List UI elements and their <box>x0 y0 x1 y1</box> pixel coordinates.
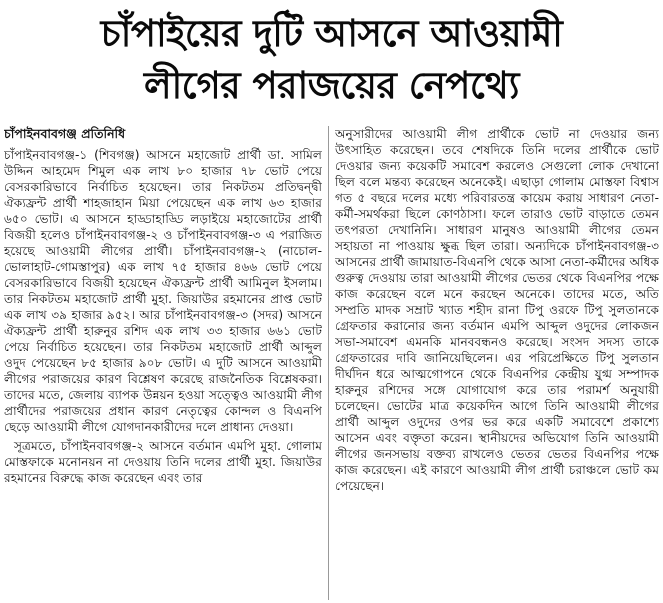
right-paragraph-1: অনুসারীদের আওয়ামী লীগ প্রার্থীকে ভোট না দেওয়ার জন্য উৎসাহিত করেছেন। তবে শেষদিকে তিনি দলের প্রার্থীকে ভোট দেওয়ার জন্য কয়েকটি সমাবেশ করলেও সেগুলো লোক দেখানো ছিল বলে মন্তব্য করেছেন অনেকেই। এছাড়া গোলাম মোস্তফা বিশ্বাস গত ৫ বছরে দলের মধ্যে পরিবারতন্ত্র কায়েম করায় সাধারণ নেতা-কর্মী-সমর্থকরা ছিলে কোণঠাসা। ফলে তারাও ভোট বাড়াতে তেমন তৎপরতা দেখানিনি। সাধারণ মানুষও আওয়ামী লীগের তেমন সহায়তা না পাওয়ায় ক্ষুব্ধ ছিল তারা। অন্যদিকে চাঁপাইনবাবগঞ্জ-৩ আসনের প্রার্থী জামায়াত-বিএনপি থেকে আসা নেতা-কর্মীদের অধিক গুরুত্ব দেওয়ায় তারা আওয়ামী লীগের ভেতর থেকে বিএনপির পক্ষে কাজ করেছেন বলে মনে করছেন অনেকে। তাদের মতে, অতি সম্প্রতি মাদক সম্রাট খ্যাত শহীদ রানা টিপু ওরফে টিপু সুলতানকে গ্রেফতার করানোর জন্য বর্তমান এমপি আব্দুল ওদুদের লোকজন সভা-সমাবেশ এমনকি মানববন্ধনও করেছে। সংসদ সদস্য তাকে গ্রেফতারের দাবি জানিয়েছিলেন। এর পরিপ্রেক্ষিতে টিপু সুলতান দীর্ঘদিন ধরে আত্মগোপনে থেকে বিএনপির কেন্দ্রীয় যুগ্ম সম্পাদক হারুনুর রশিদের সঙ্গে যোগাযোগ করে তার পরামর্শ অনুযায়ী চলেছেন। ভোটের মাত্র কয়েকদিন আগে তিনি আওয়ামী লীগের প্রার্থী আব্দুল ওদুদের ওপর ভর করে একটি সমাবেশে প্রকাশ্যে আসেন এবং বক্তৃতা করেন। স্থানীয়দের অভিযোগ তিনি আওয়ামী লীগের জনসভায় বক্তব্য রাখলেও ভেতর ভেতর বিএনপির পক্ষে কাজ করেছেন। এই কারণে আওয়ামী লীগ প্রার্থী চরাঞ্চলে ভোট কম পেয়েছেন। <box>335 127 659 493</box>
byline: চাঁপাইনবাবগঞ্জ প্রতিনিধি <box>4 126 126 141</box>
column-divider <box>328 126 329 600</box>
left-paragraph-2: সূত্রমতে, চাঁপাইনবাবগঞ্জ-২ আসনে বর্তমান এমপি মুহা. গোলাম মোস্তফাকে মনোনয়ন না দেওয়ায় তিনি দলের প্রার্থী মুহা. জিয়াউর রহমানের বিরুদ্ধে কাজ করেছেন এবং তার <box>4 439 322 485</box>
right-column <box>335 126 659 600</box>
article-body <box>4 126 659 600</box>
headline-line-1: চাঁপাইয়ের দুটি আসনে আওয়ামী <box>100 12 563 55</box>
headline <box>4 0 659 112</box>
left-column <box>4 126 322 600</box>
left-paragraph-1: চাঁপাইনবাবগঞ্জ-১ (শিবগঞ্জ) আসনে মহাজোট প্রার্থী ডা. সামিল উদ্দিন আহমেদ শিমুল এক লাখ ৮০ হাজার ৭৮ ভোট পেয়ে বেসরকারিভাবে নির্বাচিত হয়েছেন। তার নিকটতম প্রতিদ্বন্দ্বী ঐক্যফ্রন্ট প্রার্থী শাহজাহান মিয়া পেয়েছেন এক লাখ ৬৩ হাজার ৬৫০ ভোট। এ আসনে হাড্ডাহাড্ডি লড়াইয়ে মহাজোটের প্রার্থী বিজয়ী হলেও চাঁপাইনবাবগঞ্জ-২ ও চাঁপাইনবাবগঞ্জ-৩ এ পরাজিত হয়েছে আওয়ামী লীগের প্রার্থী। চাঁপাইনবাবগঞ্জ-২ (নাচোল-ভোলাহাট-গোমস্তাপুর) এক লাখ ৭৫ হাজার ৪৬৬ ভোট পেয়ে বেসরকারিভাবে বিজয়ী হয়েছেন ঐক্যফ্রন্ট প্রার্থী আমিনুল ইসলাম। তার নিকটতম মহাজোট প্রার্থী মুহা. জিয়াউর রহমানের প্রাপ্ত ভোট এক লাখ ৩৯ হাজার ৯৫২। আর চাঁপাইনবাবগঞ্জ-৩ (সদর) আসনে ঐক্যফ্রন্ট প্রার্থী হারুনুর রশিদ এক লাখ ৩৩ হাজার ৬৬১ ভোট পেয়ে নির্বাচিত হয়েছেন। তার নিকটতম মহাজোট প্রার্থী আব্দুল ওদুদ পেয়েছেন ৮৫ হাজার ৯০৮ ভোট। এ দুটি আসনে আওয়ামী লীগের পরাজয়ের কারণ বিশ্লেষণ করেছে রাজনৈতিক বিশ্লেষকরা। তাদের মতে, জেলায় ব্যাপক উন্নয়ন হওয়া সত্ত্বেও আওয়ামী লীগ প্রার্থীদের পরাজয়ের প্রধান কারণ নেতৃত্বের কোন্দল ও বিএনপি ছেড়ে আওয়ামী লীগে যোগদানকারীদের দলে প্রাধান্য দেওয়া। <box>4 148 322 434</box>
headline-line-2: লীগের পরাজয়ের নেপথ্যে <box>144 64 519 107</box>
